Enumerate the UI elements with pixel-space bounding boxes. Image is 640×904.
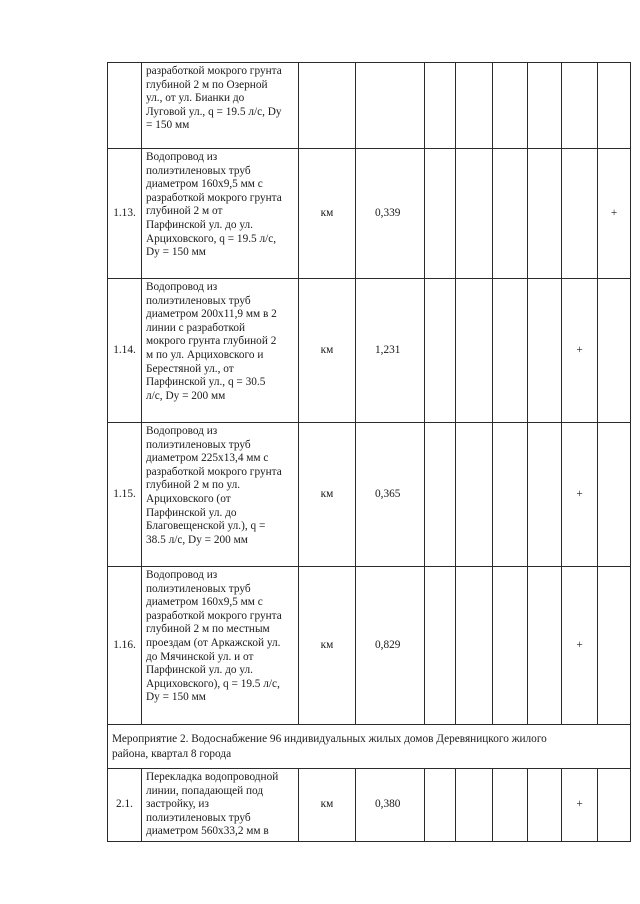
item-description (142, 567, 299, 725)
year-mark-cell (493, 567, 528, 725)
description-line: разработкой мокрого грунта (146, 65, 282, 77)
year-mark-cell (528, 769, 562, 842)
year-mark-cell (456, 769, 493, 842)
item-number: 1.14. (108, 279, 142, 423)
unit-cell: км (299, 423, 356, 567)
description-line: Водопровод из (146, 569, 218, 581)
description-line: диаметром 225x13,4 мм с (146, 452, 269, 465)
year-mark-cell: + (562, 567, 598, 725)
unit-cell (299, 63, 356, 149)
year-mark-cell (562, 63, 598, 149)
description-line: Водопровод из (146, 425, 218, 437)
table-row (108, 423, 631, 567)
description-line: Арциховского (от (146, 492, 231, 505)
description-line: Парфинской ул. до ул. (146, 664, 253, 677)
description-line: застройку, из (146, 798, 209, 811)
table-row (108, 769, 631, 842)
measures-table (107, 62, 631, 842)
quantity-cell: 0,380 (356, 769, 425, 842)
description-line: полиэтиленовых труб (146, 582, 251, 595)
year-mark-cell (598, 63, 631, 149)
item-description (142, 423, 299, 567)
table-row (108, 149, 631, 279)
unit-cell: км (299, 769, 356, 842)
quantity-cell: 1,231 (356, 279, 425, 423)
description-line: диаметром 200x11,9 мм в 2 (146, 308, 277, 321)
quantity-cell: 0,365 (356, 423, 425, 567)
description-line: Парфинской ул., q = 30.5 (146, 376, 266, 389)
year-mark-cell: + (562, 423, 598, 567)
year-mark-cell (456, 279, 493, 423)
description-line: Парфинской ул. до (146, 506, 237, 519)
description-line: полиэтиленовых труб (146, 294, 251, 307)
description-line: Парфинской ул. до ул. (146, 218, 253, 231)
year-mark-cell (528, 149, 562, 279)
year-mark-cell (598, 567, 631, 725)
year-mark-cell (528, 567, 562, 725)
item-number (108, 63, 142, 149)
description-line: Арциховского), q = 19.5 л/с, (146, 677, 280, 690)
item-number: 1.15. (108, 423, 142, 567)
description-line: полиэтиленовых труб (146, 438, 251, 451)
year-mark-cell (598, 769, 631, 842)
year-mark-cell (456, 423, 493, 567)
description-line: линии с разработкой (146, 321, 246, 334)
quantity-cell (356, 63, 425, 149)
description-line: глубиной 2 м по Озерной (146, 78, 268, 91)
section-heading (108, 725, 631, 769)
year-mark-cell (456, 63, 493, 149)
quantity-cell: 0,829 (356, 567, 425, 725)
description-line: проездам (от Аркажской ул. (146, 636, 281, 649)
year-mark-cell (528, 423, 562, 567)
description-line: мокрого грунта глубиной 2 (146, 335, 277, 348)
description-line: разработкой мокрого грунта (146, 609, 282, 622)
description-line: диаметром 160x9,5 мм с (146, 178, 263, 191)
description-line: Луговой ул., q = 19.5 л/с, Dу (146, 105, 282, 118)
year-mark-cell (528, 63, 562, 149)
description-line: линии, попадающей под (146, 784, 264, 797)
description-line: Берестяной ул., от (146, 362, 234, 375)
section-heading-line: Мероприятие 2. Водоснабжение 96 индивидуальных жилых домов Деревяницкого жилого (112, 732, 547, 745)
year-mark-cell (456, 149, 493, 279)
year-mark-cell (562, 149, 598, 279)
description-line: Dу = 150 мм (146, 691, 206, 704)
year-mark-cell (425, 279, 456, 423)
unit-cell: км (299, 279, 356, 423)
item-number: 2.1. (108, 769, 142, 842)
description-line: Dу = 150 мм (146, 246, 206, 259)
table-body (108, 63, 631, 842)
description-line: Благовещенской ул.), q = (146, 520, 266, 533)
year-mark-cell (456, 567, 493, 725)
description-line: глубиной 2 м от (146, 205, 223, 218)
section-row (108, 725, 631, 769)
table-row (108, 63, 631, 149)
description-line: ул., от ул. Бианки до (146, 92, 245, 105)
item-description (142, 63, 299, 149)
description-line: диаметром 160x9,5 мм с (146, 596, 263, 609)
year-mark-cell (598, 423, 631, 567)
item-description (142, 149, 299, 279)
description-line: = 150 мм (146, 119, 190, 132)
description-line: Арциховского, q = 19.5 л/с, (146, 232, 277, 245)
year-mark-cell (493, 149, 528, 279)
description-line: диаметром 560x33,2 мм в (146, 825, 269, 838)
table-row (108, 567, 631, 725)
description-line: 38.5 л/с, Dу = 200 мм (146, 533, 248, 546)
year-mark-cell (425, 423, 456, 567)
year-mark-cell: + (562, 279, 598, 423)
description-line: до Мячинской ул. и от (146, 650, 254, 663)
description-line: полиэтиленовых труб (146, 164, 251, 177)
description-line: разработкой мокрого грунта (146, 191, 282, 204)
description-line: Перекладка водопроводной (146, 771, 279, 783)
description-line: разработкой мокрого грунта (146, 465, 282, 478)
year-mark-cell (425, 769, 456, 842)
year-mark-cell (425, 63, 456, 149)
item-description (142, 769, 299, 842)
year-mark-cell (493, 769, 528, 842)
description-line: м по ул. Арциховского и (146, 348, 264, 361)
description-line: л/с, Dу = 200 мм (146, 389, 226, 402)
year-mark-cell (425, 149, 456, 279)
item-number: 1.16. (108, 567, 142, 725)
section-heading-line: района, квартал 8 города (112, 747, 232, 760)
year-mark-cell (425, 567, 456, 725)
year-mark-cell (493, 279, 528, 423)
description-line: Водопровод из (146, 281, 218, 293)
description-line: полиэтиленовых труб (146, 811, 251, 824)
description-line: глубиной 2 м по местным (146, 623, 270, 636)
year-mark-cell: + (598, 149, 631, 279)
item-number: 1.13. (108, 149, 142, 279)
year-mark-cell (493, 63, 528, 149)
year-mark-cell (598, 279, 631, 423)
unit-cell: км (299, 149, 356, 279)
description-line: глубиной 2 м по ул. (146, 479, 241, 492)
description-line: Водопровод из (146, 151, 218, 163)
year-mark-cell (528, 279, 562, 423)
quantity-cell: 0,339 (356, 149, 425, 279)
year-mark-cell (493, 423, 528, 567)
year-mark-cell: + (562, 769, 598, 842)
item-description (142, 279, 299, 423)
unit-cell: км (299, 567, 356, 725)
table-row (108, 279, 631, 423)
